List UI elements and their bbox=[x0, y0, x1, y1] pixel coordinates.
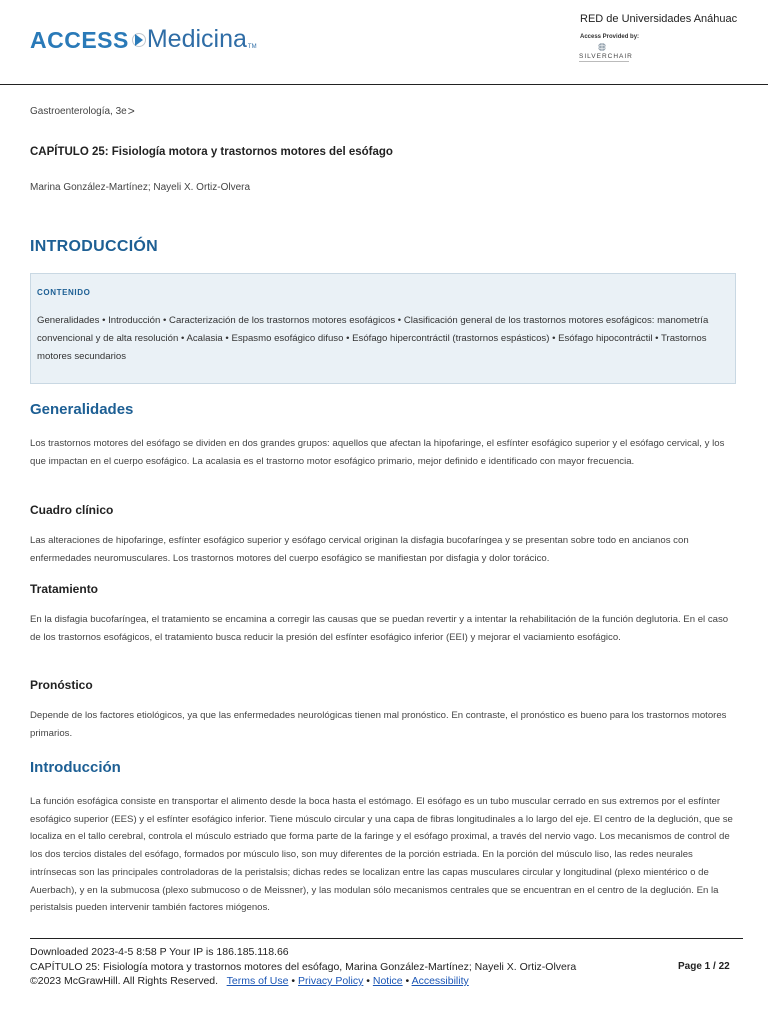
subheading-cuadro-clinico: Cuadro clínico bbox=[30, 503, 114, 517]
footer-links-line: ©2023 McGrawHill. All Rights Reserved. Terms of Use • Privacy Policy • Notice • Accessibility bbox=[30, 975, 469, 987]
silverchair-logo-text: SILVERCHAIR bbox=[579, 53, 633, 60]
chevron-right-icon: > bbox=[127, 104, 135, 118]
logo-medicina-text: Medicina bbox=[146, 25, 247, 53]
paragraph-pronostico: Depende de los factores etiológicos, ya que las enfermedades neurológicas tienen mal pronóstico. En contraste, el pronóstico es bueno para los trastornos motores primarios. bbox=[30, 710, 727, 739]
paragraph-generalidades: Los trastornos motores del esófago se dividen en dos grandes grupos: aquellos que afectan la hipofaringe, el esfínter esofágico superior y el esófago cervical, y los que impactan en el cuerpo esofágico. La acalasia es el trastorno motor esofágico primario, mejor definido e identificado con mayor frecuencia. bbox=[30, 438, 725, 467]
terms-of-use-link[interactable]: Terms of Use bbox=[226, 975, 289, 987]
paragraph-introduccion: La función esofágica consiste en transportar el alimento desde la boca hasta el estómago. El esófago es un tubo muscular cerrado en sus extremos por el esfínter esofágico superior (EES) y el esfínter esofágico inferior. Tiene músculo circular y una capa de fibras longitudinales a lo largo del eje. El centro de la deglución, que se localiza en el tallo cerebral, controla el músculo estriado que forma parte de la faringe y el esófago proximal, a través del nervio vago. Los mecanismos de control de los dos tercios distales del esófago, formados por músculo liso, son muy diferentes de la porción estriada. En la porción del músculo liso, las redes neurales intrínsecas son las principales controladoras de la peristalsis; dichas redes se localizan entre las capas musculares circular y longitudinal (plexo mientérico o de Auerbach), y en la submucosa (plexo submucoso o de Meissner), y las modulan sólo mecanismos centrales que se encuentran en el centro de la deglución. En la peristalsis pueden intervenir también factores miógenos. bbox=[30, 796, 733, 914]
logo-arrow-icon bbox=[132, 28, 146, 52]
logo-access-text: ACCESS bbox=[30, 27, 129, 53]
accessmedicina-logo[interactable] bbox=[30, 14, 257, 54]
section-heading-introduccion: Introducción bbox=[30, 759, 121, 776]
breadcrumb-book[interactable]: Gastroenterología, 3e bbox=[30, 105, 127, 117]
contents-list: Generalidades • Introducción • Caracterización de los trastornos motores esofágicos • Clasificación general de los trastornos motores esofágicos: manometría convencional y de alta resolución • Acalasia • Espasmo esofágico difuso • Esófago hipercontráctil (trastornos espásticos) • Esófago hipocontráctil • Trastornos motores secundarios bbox=[37, 315, 709, 362]
authors: Marina González-Martínez; Nayeli X. Ortiz-Olvera bbox=[30, 182, 251, 193]
contents-label: CONTENIDO bbox=[37, 288, 91, 297]
page-footer bbox=[30, 938, 743, 987]
provider-divider bbox=[579, 61, 629, 62]
citation-line: CAPÍTULO 25: Fisiología motora y trastornos motores del esófago, Marina González-Martínez; Nayeli X. Ortiz-Olvera bbox=[30, 961, 577, 973]
provided-by-label: Access Provided by: bbox=[580, 34, 640, 40]
silverchair-globe-icon bbox=[597, 42, 607, 52]
paragraph-tratamiento: En la disfagia bucofaríngea, el tratamiento se encamina a corregir las causas que se puedan revertir y a intentar la rehabilitación de la función deglutoria. En el caso de los trastornos esofágicos, el tratamiento busca reducir la presión del esfínter esofágico inferior (EEI) y mejorar el vaciamiento esofágico. bbox=[30, 614, 729, 643]
copyright-text: ©2023 McGrawHill. All Rights Reserved. bbox=[30, 975, 219, 987]
privacy-policy-link[interactable]: Privacy Policy bbox=[298, 975, 364, 987]
breadcrumb[interactable] bbox=[30, 104, 135, 118]
page-number: Page 1 / 22 bbox=[678, 961, 730, 972]
logo-trademark: TM bbox=[247, 44, 257, 50]
section-heading-generalidades: Generalidades bbox=[30, 401, 134, 418]
subheading-tratamiento: Tratamiento bbox=[30, 582, 99, 596]
institution-name: RED de Universidades Anáhuac bbox=[580, 13, 738, 25]
introduction-heading: INTRODUCCIÓN bbox=[30, 238, 159, 255]
accessibility-link[interactable]: Accessibility bbox=[411, 975, 469, 987]
paragraph-cuadro-clinico: Las alteraciones de hipofaringe, esfínter esofágico superior y esófago cervical originan la disfagia bucofaríngea y se presentan sobre todo en ancianos con enfermedades neuromusculares. Los trastornos motores del cuerpo esofágico se manifiestan por disfagia y dolor torácico. bbox=[30, 535, 689, 564]
download-info: Downloaded 2023-4-5 8:58 P Your IP is 186.185.118.66 bbox=[30, 946, 289, 958]
subheading-pronostico: Pronóstico bbox=[30, 678, 93, 692]
notice-link[interactable]: Notice bbox=[372, 975, 403, 987]
contents-box bbox=[30, 273, 736, 384]
page-header bbox=[0, 0, 768, 85]
chapter-title: CAPÍTULO 25: Fisiología motora y trastornos motores del esófago bbox=[30, 146, 393, 158]
